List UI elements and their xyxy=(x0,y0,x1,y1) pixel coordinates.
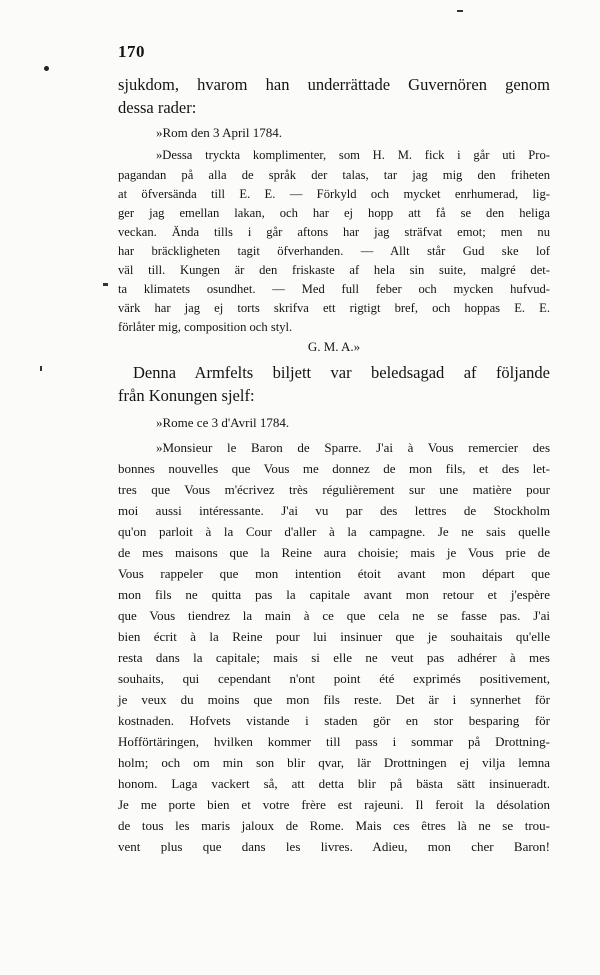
text-line: que Vous tiendrez la main à ce que cela ne se fasse pas. J'ai xyxy=(118,608,550,623)
text-line: vent plus que dans les livres. Adieu, mon cher Baron! xyxy=(118,839,550,854)
text-line: pagandan på alla de språk der talas, tar jag mig den friheten xyxy=(118,168,550,182)
text-line: från Konungen sjelf: xyxy=(118,386,255,405)
text-line: at öfversända till E. E. — Förkyld och mycket enrhumerad, lig- xyxy=(118,187,550,201)
text-line: Je me porte bien et votre frère est rajeuni. Il feroit la désolation xyxy=(118,797,550,812)
margin-mark xyxy=(40,366,42,371)
letter-dateline: »Rome ce 3 d'Avril 1784. xyxy=(156,415,290,430)
text-line: mon fils ne quitta pas la capitale avant mon retour et j'espère xyxy=(118,587,550,602)
margin-mark xyxy=(44,66,49,71)
text-line: veckan. Ända tills i går aftons har jag sträfvat emot; men nu xyxy=(118,225,550,239)
text-line: »Monsieur le Baron de Sparre. J'ai à Vous remercier des xyxy=(156,440,550,455)
letter-dateline: »Rom den 3 April 1784. xyxy=(156,125,283,140)
text-line: souhaits, qui cependant n'ont point été exprimés positivement, xyxy=(118,671,550,686)
text-line: de tous les maris jaloux de Rome. Mais ces êtres là ne se trou- xyxy=(118,818,550,833)
text-line: Hofförtäringen, hvilken kommer till pass i sommar på Drottning- xyxy=(118,734,550,749)
text-line: je veux du moins que mon fils reste. Det är i synnerhet för xyxy=(118,692,550,707)
text-line: de mes maisons que la Reine aura choisie; mais je Vous prie de xyxy=(118,545,550,560)
text-line: resta dans la capitale; mais si elle ne veut pas adhérer à mes xyxy=(118,650,550,665)
text-line: holm; och om min son blir qvar, lär Drottningen ej vilja lemna xyxy=(118,755,550,770)
text-line: bonnes nouvelles que Vous me donnez de mon fils, et des let- xyxy=(118,461,550,476)
text-line: värk har jag ej torts skrifva ett rigtigt bref, och hoppas E. E. xyxy=(118,301,550,315)
text-line: moi aussi intéressante. J'ai vu par des lettres de Stockholm xyxy=(118,503,550,518)
text-line: »Dessa tryckta komplimenter, som H. M. fick i går uti Pro- xyxy=(156,148,550,162)
text-line: förlåter mig, composition och styl. xyxy=(118,320,293,334)
text-line: qu'on parloit à la Cour d'aller à la campagne. Je ne sais quelle xyxy=(118,524,550,539)
text-line: har bräckligheten tagit öfverhanden. — Allt står Gud ske lof xyxy=(118,244,550,258)
margin-mark xyxy=(457,10,463,12)
page-number: 170 xyxy=(118,42,145,61)
text-line: Denna Armfelts biljett var beledsagad af följande xyxy=(133,363,550,382)
text-line: Vous rappeler que mon intention étoit avant mon départ que xyxy=(118,566,550,581)
text-line: ger jag emellan lakan, och har ej hopp att få se den heliga xyxy=(118,206,550,220)
margin-mark xyxy=(103,283,108,286)
text-line: väl till. Kungen är den friskaste af hela sin suite, malgré det- xyxy=(118,263,550,277)
text-line: honom. Laga vackert så, att detta blir på bästa sätt insinueradt. xyxy=(118,776,550,791)
letter-signature: G. M. A.» xyxy=(307,339,361,354)
text-line: bien écrit à la Reine pour lui insinuer que je souhaitais qu'elle xyxy=(118,629,550,644)
text-line: dessa rader: xyxy=(118,98,197,117)
text-line: sjukdom, hvarom han underrättade Guvernören genom xyxy=(118,75,550,94)
text-line: ta klimatets osundhet. — Med full feber och mycken hufvud- xyxy=(118,282,550,296)
text-line: kostnaden. Hofvets vistande i staden gör en stor besparing för xyxy=(118,713,550,728)
text-line: tres que Vous m'écrivez très régulièrement sur une matière pour xyxy=(118,482,550,497)
